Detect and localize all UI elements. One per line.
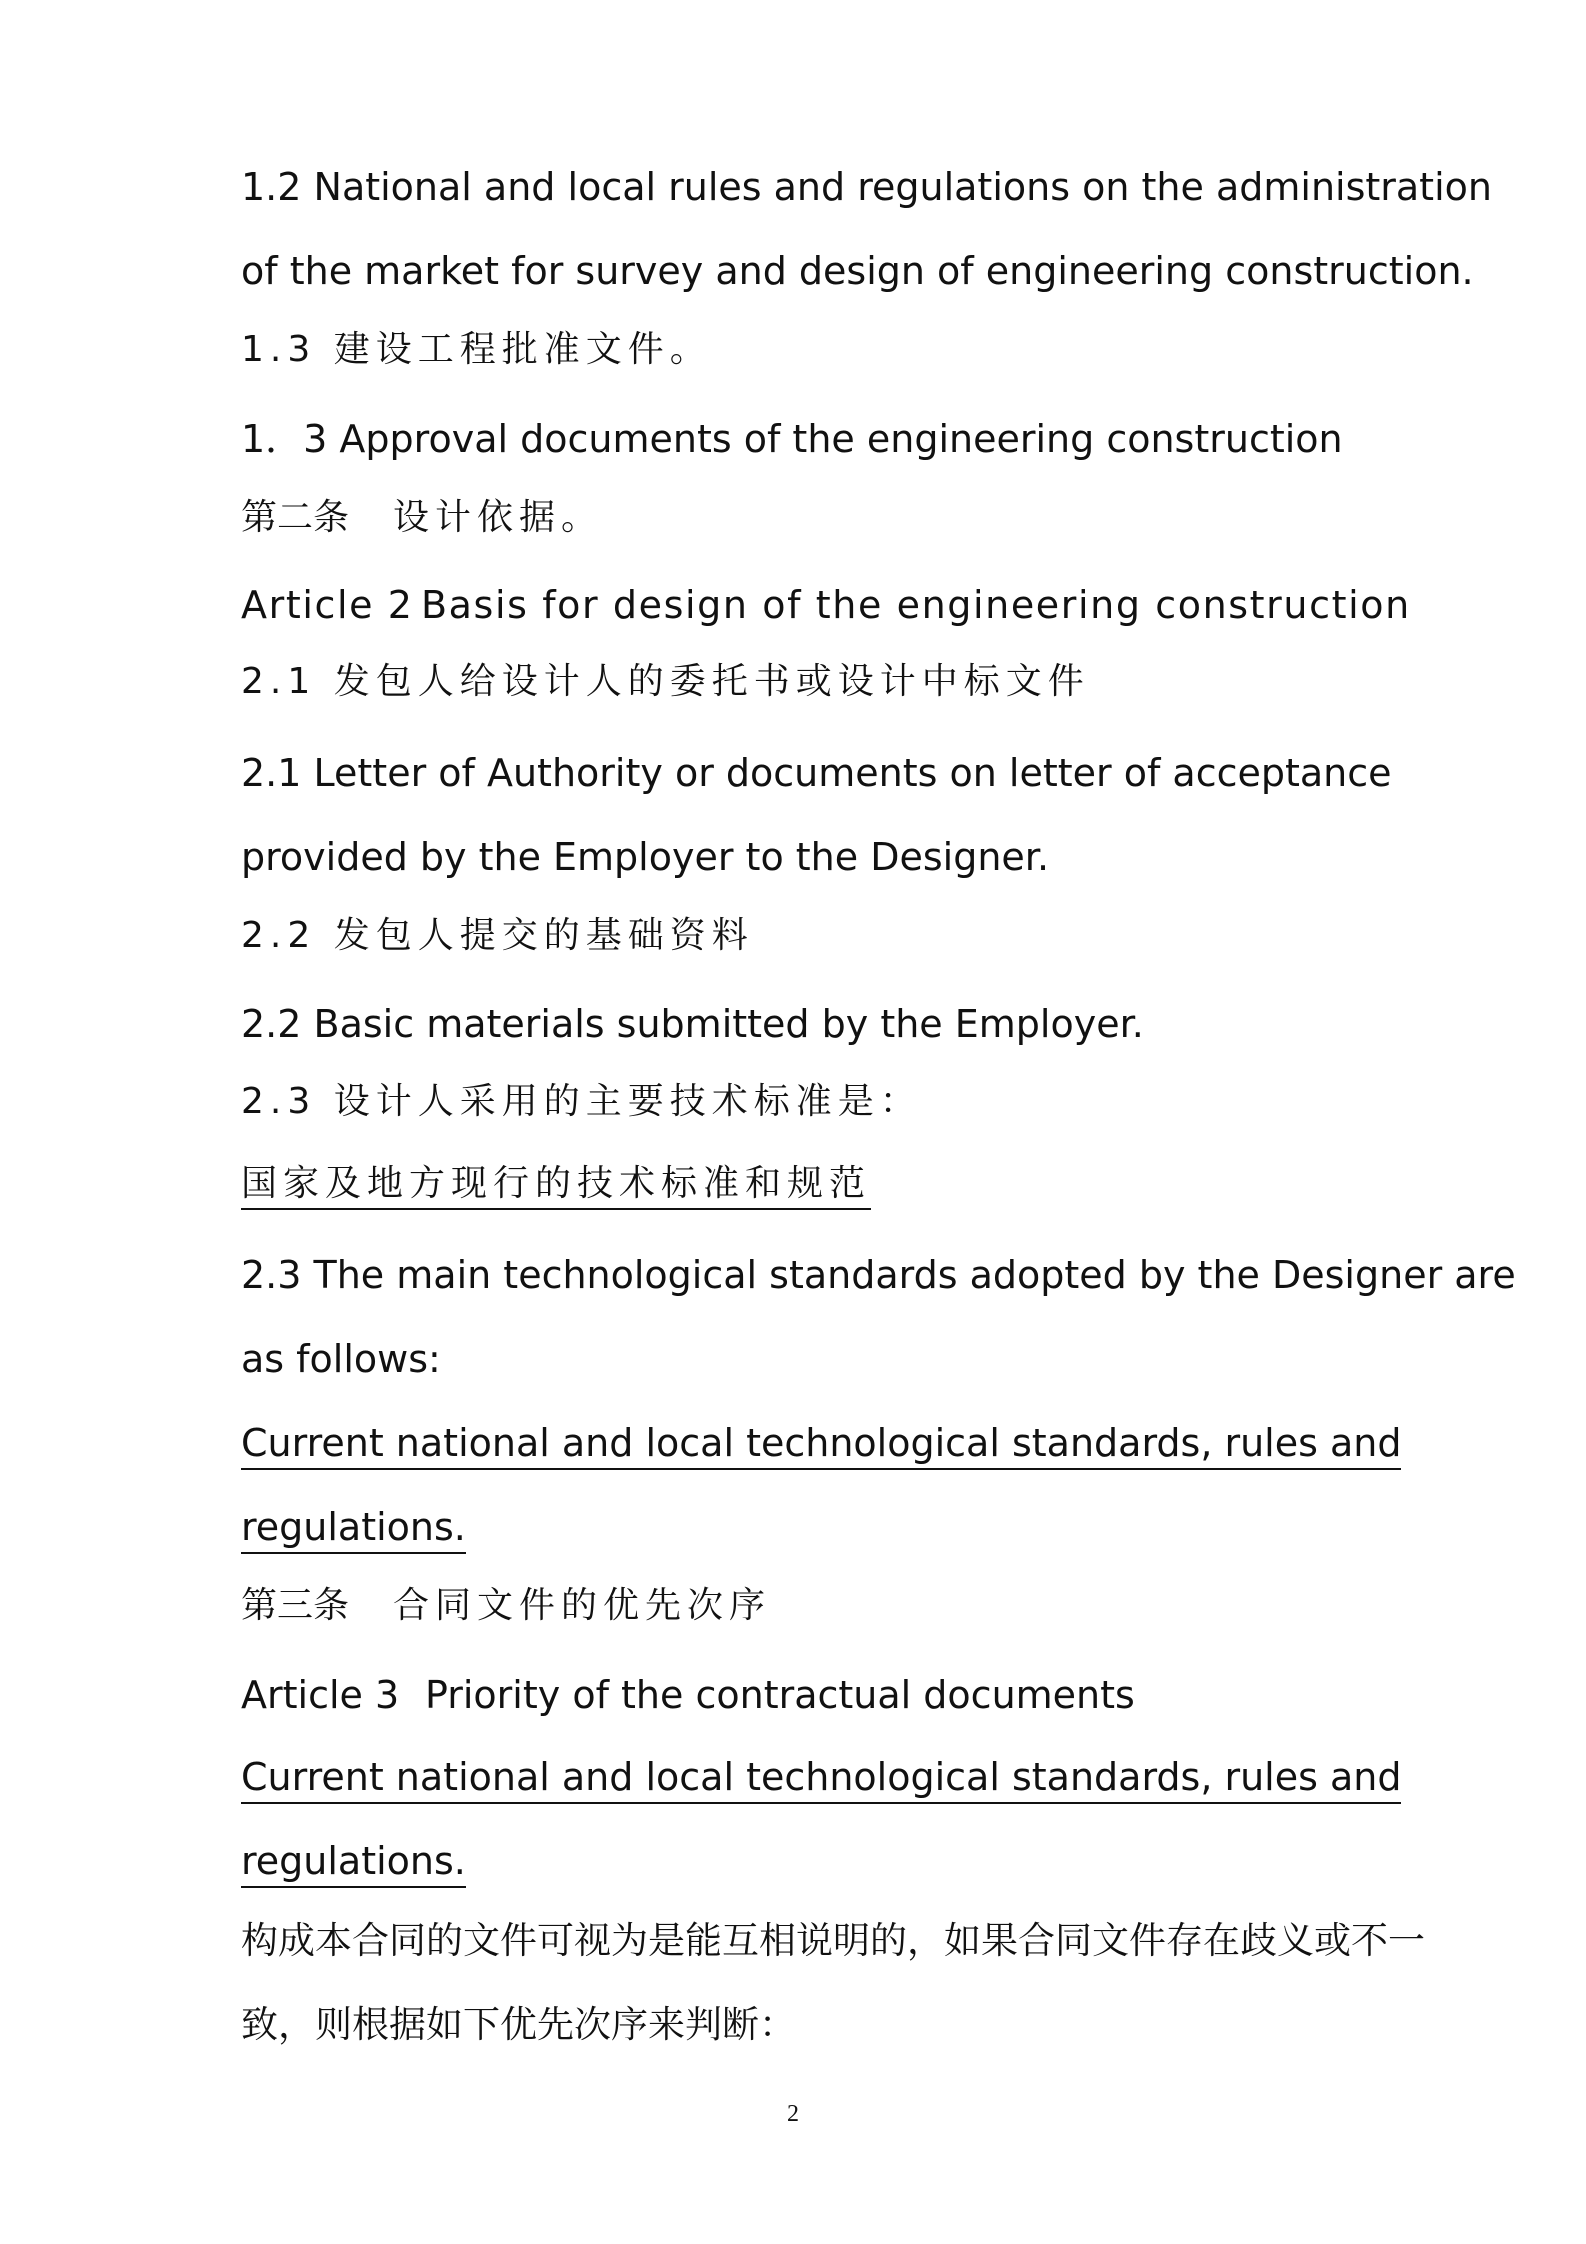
- clause-2-3-zh-answer-text: 国家及地方现行的技术标准和规范: [241, 1166, 871, 1210]
- article-3-en-heading: [241, 1673, 1135, 1717]
- clause-2-3-en-line-2: as follows:: [241, 1337, 441, 1381]
- clause-2-1-zh: 2.1 发包人给设计人的委托书或设计中标文件: [241, 661, 1090, 702]
- clause-2-3-en-answer-line-1: [241, 1421, 1402, 1470]
- clause-1-2-en-line-2: of the market for survey and design of engineering construction.: [241, 249, 1474, 293]
- article-3-en-title: Priority of the contractual documents: [425, 1673, 1135, 1717]
- article-2-zh-title: 设计依据。: [393, 497, 604, 538]
- clause-2-3-en-answer-line-2: [241, 1505, 466, 1554]
- clause-2-3-en-line-1: 2.3 The main technological standards adopted by the Designer are: [241, 1253, 1516, 1297]
- article-3-en-label: Article 3: [241, 1673, 400, 1717]
- article-3-zh-heading: [241, 1585, 772, 1626]
- clause-2-1-en-line-1: 2.1 Letter of Authority or documents on letter of acceptance: [241, 751, 1392, 795]
- clause-2-3-en-answer-text-1: Current national and local technological standards, rules and: [241, 1424, 1401, 1470]
- clause-1-3-en: 1．3 Approval documents of the engineering construction: [241, 417, 1343, 461]
- clause-2-2-zh: 2.2 发包人提交的基础资料: [241, 915, 754, 956]
- article-3-answer-text-1: Current national and local technological standards, rules and: [241, 1758, 1401, 1804]
- article-2-en-heading: [241, 583, 1411, 627]
- article-3-body-zh-line-2: 致，则根据如下优先次序来判断：: [241, 2003, 796, 2046]
- article-3-body-zh-line-1: 构成本合同的文件可视为是能互相说明的，如果合同文件存在歧义或不一: [241, 1919, 1425, 1962]
- article-3-zh-title: 合同文件的优先次序: [393, 1585, 772, 1626]
- article-2-en-label: Article 2: [241, 583, 414, 627]
- clause-1-2-en-line-1: 1.2 National and local rules and regulations on the administration: [241, 165, 1492, 209]
- article-2-en-title: Basis for design of the engineering construction: [421, 583, 1411, 627]
- article-3-answer-line-1: [241, 1755, 1402, 1804]
- article-3-answer-line-2: [241, 1839, 466, 1888]
- page-number: 2: [787, 2101, 799, 2127]
- clause-1-3-zh: 1.3 建设工程批准文件。: [241, 329, 712, 370]
- article-2-zh-heading: [241, 497, 604, 538]
- article-3-zh-label: 第三条: [241, 1585, 350, 1626]
- clause-2-3-en-answer-text-2: regulations.: [241, 1508, 466, 1554]
- article-2-zh-label: 第二条: [241, 497, 350, 538]
- clause-2-3-zh-answer: [241, 1163, 872, 1210]
- article-3-answer-text-2: regulations.: [241, 1842, 466, 1888]
- clause-2-2-en: 2.2 Basic materials submitted by the Employer.: [241, 1002, 1144, 1046]
- clause-2-3-zh: 2.3 设计人采用的主要技术标准是：: [241, 1081, 922, 1122]
- clause-2-1-en-line-2: provided by the Employer to the Designer.: [241, 835, 1050, 879]
